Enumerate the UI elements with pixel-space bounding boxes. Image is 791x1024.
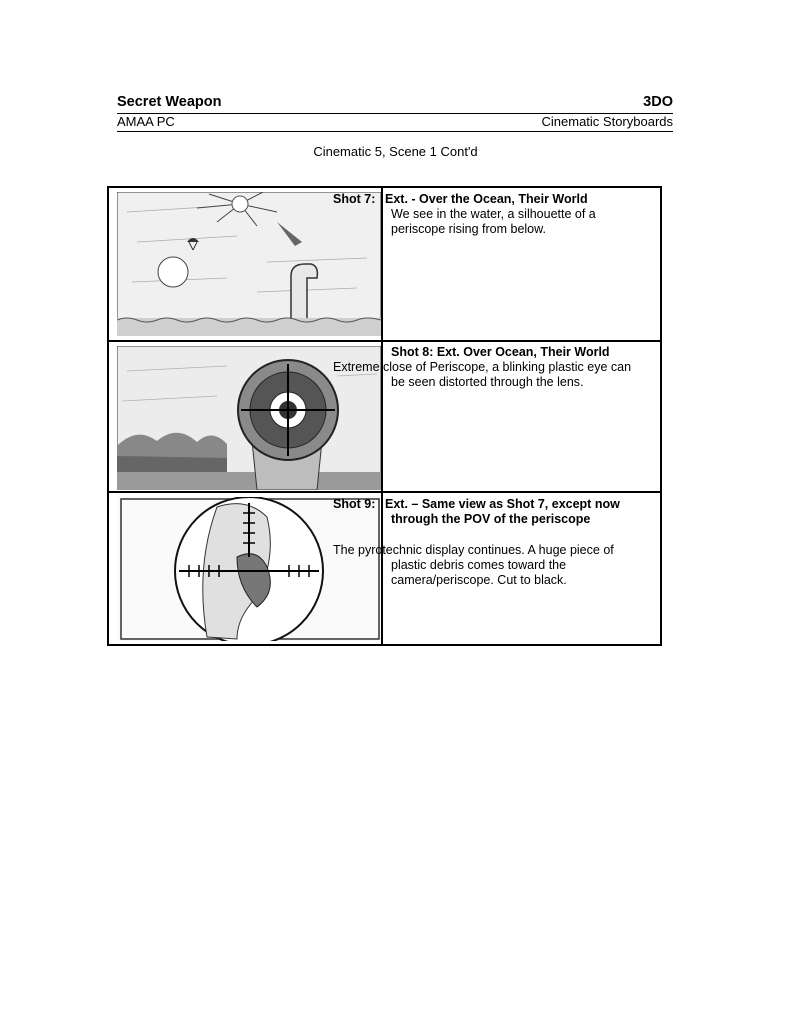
scene-title: Cinematic 5, Scene 1 Cont'd [313,144,478,159]
shot-7-row [109,188,660,338]
shot-7-heading: Ext. - Over the Ocean, Their World [385,192,588,206]
client-label: AMAA PC [117,114,175,129]
shot-8-line-1: Extreme close of Periscope, a blinking plastic eye can [333,360,632,374]
shot-9-line-1: The pyrotechnic display continues. A huge piece of [333,543,614,557]
shot-9-pov-sketch [117,497,381,641]
document-title: Secret Weapon [117,94,222,110]
shot-7-label: Shot 7: [333,192,376,206]
header-subtitle-row [117,113,673,132]
header-title-row [117,93,673,114]
shot-9-line-3: camera/periscope. Cut to black. [391,573,567,587]
shot-7-line-2: periscope rising from below. [391,222,546,236]
shot-8-heading: Shot 8: Ext. Over Ocean, Their World [391,345,610,359]
shot-9-line-2: plastic debris comes toward the [391,558,567,572]
shot-7-sketch [117,192,381,336]
platform-label: 3DO [643,94,673,110]
shot-8-row [109,340,660,491]
shot-7-ocean-sketch [117,192,381,336]
shot-9-heading-line-1: Ext. – Same view as Shot 7, except now [385,497,620,511]
shot-9-sketch [117,497,381,641]
shot-9-heading-line-2: through the POV of the periscope [391,512,591,526]
shot-7-line-1: We see in the water, a silhouette of a [391,207,596,221]
shot-8-line-2: be seen distorted through the lens. [391,375,584,389]
shot-9-row [109,491,660,646]
storyboard-table [107,186,662,646]
shot-9-label: Shot 9: [333,497,376,511]
document-type-label: Cinematic Storyboards [541,114,673,129]
